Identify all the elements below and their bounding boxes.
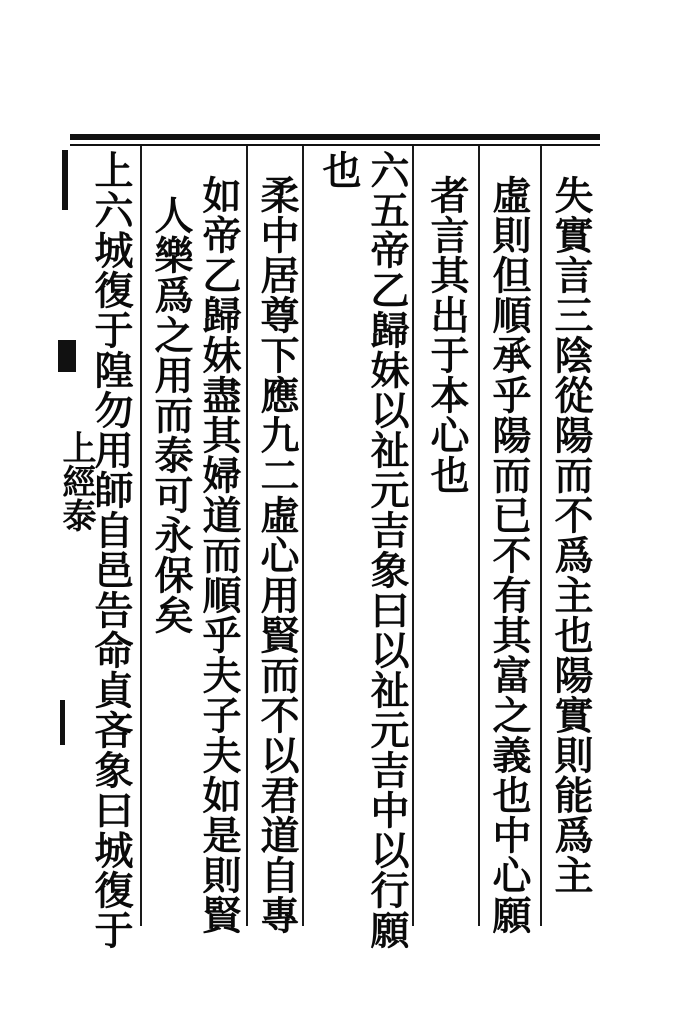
text-column-3: 者言其出于本心也 (424, 175, 470, 495)
column-divider (478, 146, 480, 926)
column-divider (140, 146, 142, 926)
margin-mark (58, 340, 76, 372)
column-divider (540, 146, 542, 926)
text-column-8: 人樂爲之用而泰可永保矣 (148, 195, 194, 635)
margin-mark (62, 150, 68, 210)
text-column-9: 上六城復于隍勿用師自邑告命貞吝象曰城復于 (88, 150, 134, 950)
text-column-6: 柔中居尊下應九二虛心用賢而不以君道自專 (254, 175, 300, 935)
margin-mark (60, 700, 65, 745)
text-column-7: 如帝乙歸妹盡其婦道而順乎夫子夫如是則賢 (196, 175, 242, 935)
column-divider (302, 146, 304, 926)
column-divider (246, 146, 248, 926)
column-divider (412, 146, 414, 926)
text-column-5: 也 (316, 150, 362, 190)
margin-section-label: 上經泰 (56, 430, 96, 532)
text-column-4: 六五帝乙歸妹以祉元吉象曰以祉元吉中以行願 (364, 150, 410, 950)
top-frame-rule-inner (70, 144, 600, 146)
top-frame-rule (70, 134, 600, 140)
text-column-2: 虛則但順承乎陽而已不有其富之義也中心願 (486, 175, 532, 935)
text-column-1: 失實言三陰從陽而不爲主也陽實則能爲主 (548, 175, 594, 895)
